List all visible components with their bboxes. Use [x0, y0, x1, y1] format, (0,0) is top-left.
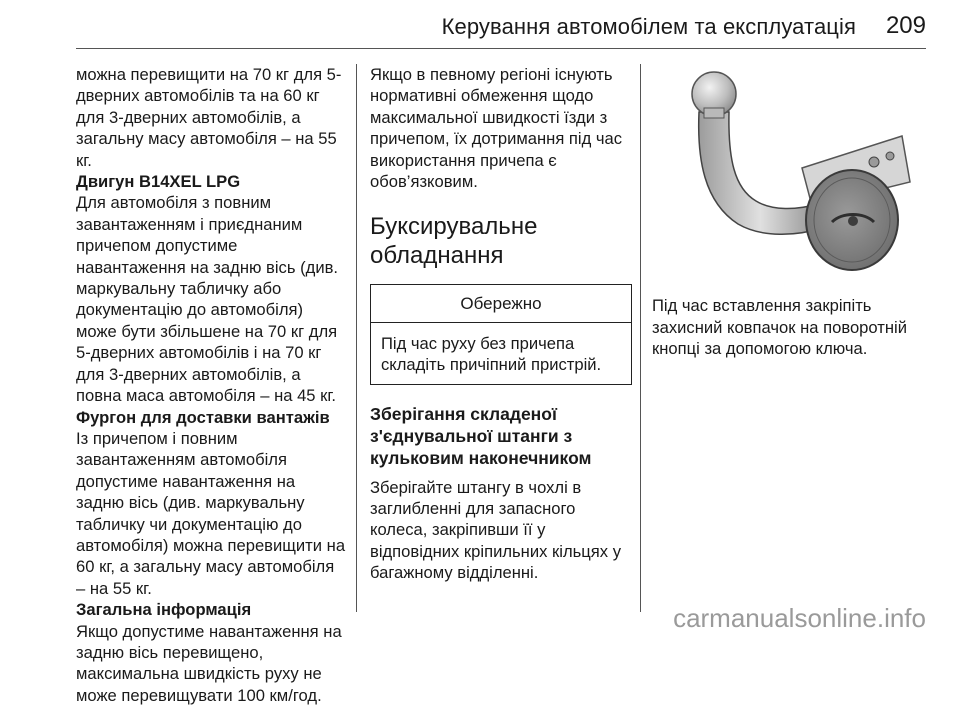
- header-title: Керування автомобілем та експлуатація: [441, 14, 856, 39]
- van-paragraph: Із причепом і повним завантаженням автомобіля допустиме навантаження на задню вісь (див. маркувальну табличку чи документацію до автомобіля) можна перевищити на 60 кг, а загальну масу автомобіля – на 55 кг.: [76, 428, 346, 598]
- intro-paragraph: можна перевищити на 70 кг для 5-дверних автомобілів та на 60 кг для 3-дверних автомобілів, а загальну масу автомобіля – на 55 кг.: [76, 65, 342, 170]
- van-heading: Фургон для доставки вантажів: [76, 407, 330, 427]
- figure-caption: Під час вставлення закріпіть захисний ковпачок на поворотній кнопці за допомогою ключа.: [652, 296, 907, 359]
- b14-heading: Двигун B14XEL LPG: [76, 172, 241, 192]
- protective-cap: [806, 170, 898, 270]
- warning-title: Обережно: [371, 285, 631, 322]
- warning-text: Під час руху без причепа складіть причіпний пристрій.: [381, 333, 602, 375]
- column-divider-1: [356, 64, 357, 612]
- b14-paragraph: Для автомобіля з повним завантаженням і приєднаним причепом допустиме навантаження на задню вісь (див. маркувальну табличку або документацію до автомобіля) може бути збільшене на 70 кг для 5-дверних автомобілів і на 70 кг для 3-дверних автомобілів, а повна маса автомобіля – на 45 кг.: [76, 193, 339, 406]
- general-heading: Загальна інформація: [76, 600, 252, 620]
- section-title: Буксирувальне обладнання: [370, 213, 538, 270]
- general-paragraph: Якщо допустиме навантаження на задню вісь перевищено, максимальна швидкість руху не може перевищувати 100 км/год.: [76, 621, 342, 705]
- page-number: 209: [885, 12, 926, 39]
- column-divider-2: [640, 64, 641, 612]
- storage-heading: Зберігання складеної з'єднувальної штанги з кульковим наконечником: [370, 403, 592, 468]
- left-column: [76, 64, 346, 706]
- tow-bar-illustration: [652, 64, 914, 276]
- speed-limit-paragraph: Якщо в певному регіоні існують нормативні обмеження щодо максимальної швидкості їзди з причепом, їх дотримання під час використання причепа є обов’язковим.: [370, 65, 623, 192]
- header-divider: [76, 48, 926, 49]
- right-column: [652, 64, 928, 360]
- page-header: [76, 0, 926, 52]
- storage-paragraph: Зберігайте штангу в чохлі в заглибленні для запасного колеса, закріпивши її у відповідних кріпильних кільцях у багажному відділенні.: [370, 477, 621, 583]
- watermark-text: carmanualsonline.info: [673, 603, 926, 633]
- middle-column: [370, 64, 632, 584]
- warning-box: [370, 284, 632, 384]
